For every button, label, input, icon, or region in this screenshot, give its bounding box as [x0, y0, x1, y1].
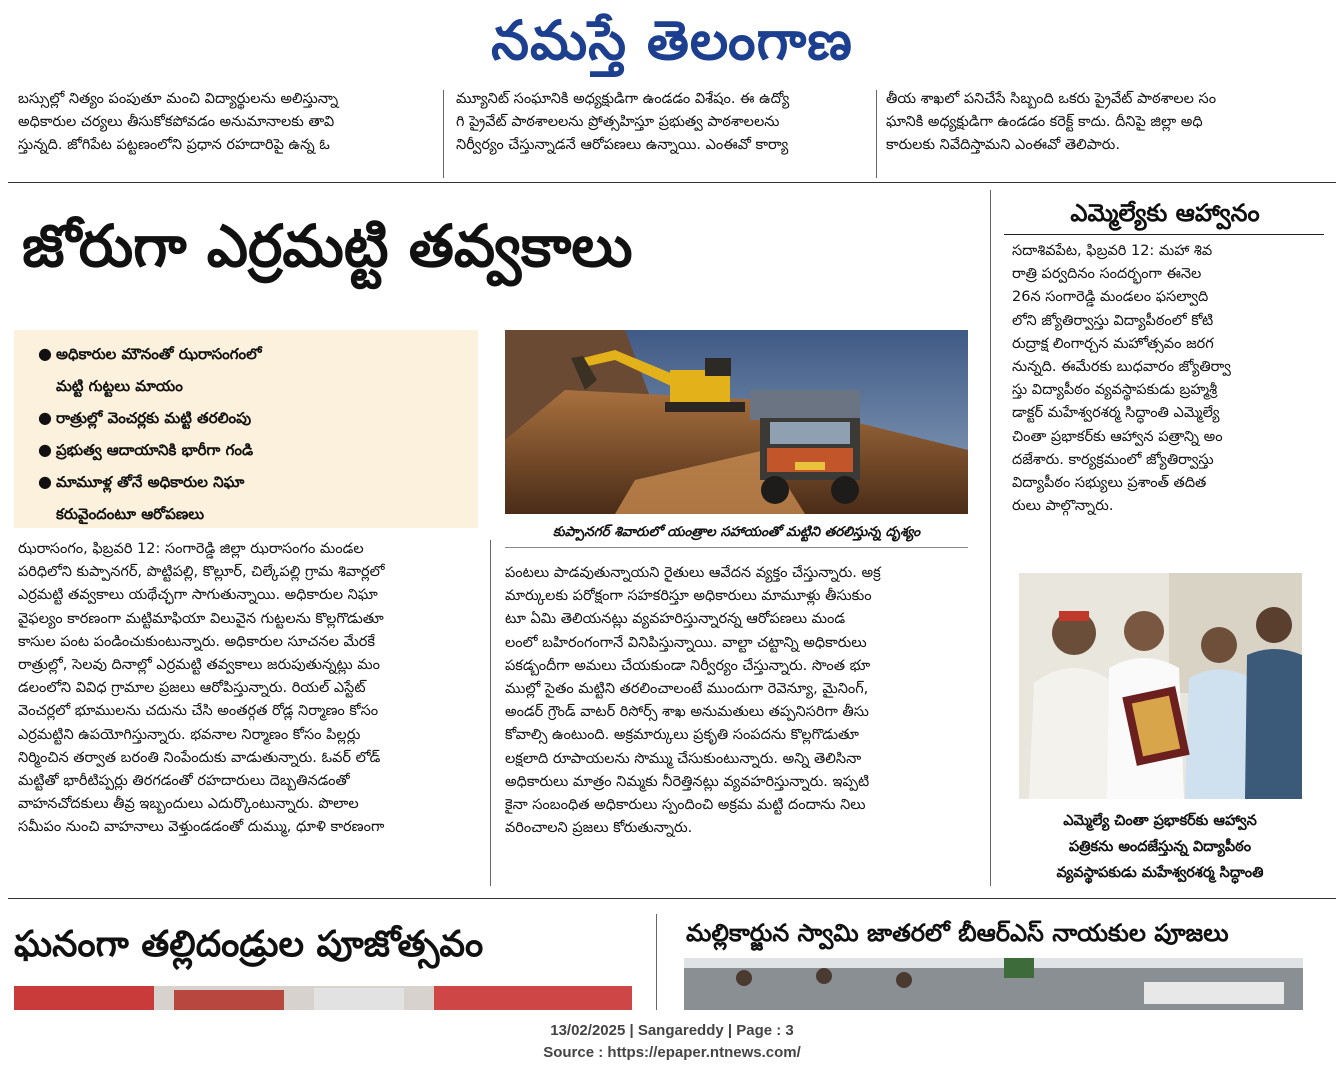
text-line: ఎర్రమట్టి తవ్వకాలు యథేచ్ఛగా సాగుతున్నాయి. అధికారుల నిఘా [18, 587, 378, 604]
bottom-photo-right [684, 958, 1303, 1010]
text-line: ఝరాసంగం, ఫిబ్రవరి 12: సంగారెడ్డి జిల్లా ఝరాసంగం మండల [18, 541, 364, 557]
highlights-box [14, 330, 478, 528]
text-line: టూ ఏమి తెలియనట్లు వ్యవహరిస్తున్నారన్న ఆరోపణలు మండ [505, 611, 846, 628]
text-line: మార్కులకు పరోక్షంగా సహకరిస్తూ అధికారులు మామూళ్లు తీసుకుం [505, 588, 872, 605]
text-line: తీయ శాఖలో పనిచేసే సిబ్బంది ఒకరు ప్రైవేట్ పాఠశాలల సం [886, 91, 1217, 107]
side-headline-rule [1004, 234, 1324, 235]
top-strip-col2 [456, 88, 866, 180]
bullet-icon: ● [38, 344, 52, 363]
page-footer [0, 1020, 1344, 1064]
text-line: సమీపం నుంచి వాహనాలు వెళ్తుండడంతో దుమ్ము, ధూళి కారణంగా [18, 819, 385, 836]
text-line: నిర్మించిన తర్వాత బరంతి నింపేందుకు వాడుతున్నారు. ఓవర్ లోడ్ [18, 749, 381, 766]
column-divider [443, 90, 444, 178]
text-line: లక్షలాది రూపాయలను సొమ్ము చేసుకుంటున్నారు. అన్ని తెలిసినా [505, 750, 862, 767]
text-line: స్తు విద్యాపీఠం వ్యవస్థాపకుడు బ్రహ్మశ్రీ [1012, 382, 1218, 399]
text-line: నిర్వీర్యం చేస్తున్నాడనే ఆరోపణలు ఉన్నాయి. ఎంఈవో కార్యా [456, 137, 789, 154]
masthead-logo: నమస్తే తెలంగాణ [491, 8, 853, 72]
text-line: అండర్ గ్రౌండ్ వాటర్ రిసోర్స్ శాఖ అనుమతులు తప్పనిసరిగా తీసు [505, 704, 869, 721]
bullet-icon: ● [38, 472, 52, 491]
text-line: వాహనచోదకులు తీవ్ర ఇబ్బందులు ఎదుర్కొంటున్నారు. పొలాల [18, 796, 359, 813]
text-line: రులు పాల్గొన్నారు. [1012, 498, 1114, 515]
text-line: ఎర్రమట్టిని ఉపయోగిస్తున్నారు. భవనాల నిర్మాణం కోసం పిల్లర్లు [18, 726, 361, 743]
article-body-left [18, 538, 480, 840]
column-divider [876, 90, 877, 178]
excavation-photo [505, 330, 968, 514]
text-line: దజేశారు. కార్యక్రమంలో జ్యోతిర్వాస్తు [1012, 451, 1214, 468]
photo-caption: కుప్పానగర్ శివారులో యంత్రాల సహాయంతో మట్టిని తరలిస్తున్న దృశ్యం [552, 524, 921, 540]
highlight-item-continued: మట్టి గుట్టలు మాయం [56, 377, 183, 395]
column-divider [490, 540, 491, 886]
caption-line: వ్యవస్థాపకుడు మహేశ్వరశర్మ సిద్ధాంతి [1056, 865, 1264, 881]
highlight-item-continued: కరువైందంటూ ఆరోపణలు [56, 505, 205, 523]
text-line: ముల్లో సైతం మట్టిని తరలించాలంటే ముందుగా రెవెన్యూ, మైనింగ్, [505, 681, 869, 698]
article-body-right [505, 562, 967, 840]
text-line: రుద్రాక్ష లింగార్చన మహోత్సవం జరగ [1012, 335, 1214, 352]
highlight-item: ● రాత్రుల్లో వెంచర్లకు మట్టి తరలింపు [28, 402, 466, 434]
bullet-icon: ● [38, 408, 52, 427]
column-divider [656, 914, 657, 1010]
text-line: రాత్రి పర్వదినం సందర్భంగా ఈనెల [1012, 266, 1202, 283]
bottom-headline-right: మల్లికార్జున స్వామి జాతరలో బీఆర్ఎస్ నాయకుల పూజలు [686, 919, 1229, 947]
text-line: పంటలు పాడవుతున్నాయని రైతులు ఆవేదన వ్యక్తం చేస్తున్నారు. అక్ర [505, 565, 881, 581]
text-line: కారులకు నివేదిస్తామని ఎంఈవో తెలిపారు. [886, 137, 1120, 154]
section-divider [8, 898, 1336, 899]
text-line: కైనా సంబంధిత అధికారులు స్పందించి అక్రమ మట్టి దందాను నిలు [505, 797, 866, 814]
highlight-item: ● అధికారుల మౌనంతో ఝరాసంగంలో [28, 338, 466, 370]
text-line: కోవాల్సి ఉంటుంది. అక్రమార్కులు ప్రకృతి సంపదను కొల్లగొడుతూ [505, 727, 859, 744]
text-line: చింతా ప్రభాకర్‌కు ఆహ్వాన పత్రాన్ని అం [1012, 428, 1223, 445]
text-line: మట్టితో భారీటిప్పర్లు తిరగడంతో రహదారులు దెబ్బతినడంతో [18, 773, 350, 790]
text-line: పరిధిలోని కుప్పానగర్, పొట్టిపల్లి, కొల్లూర్, చిల్కేపల్లి గ్రామ శివార్లలో [18, 564, 385, 581]
top-strip-col1 [18, 88, 432, 180]
text-line: డాక్టర్ మహేశ్వరశర్మ సిద్ధాంతి ఎమ్మెల్యే [1012, 405, 1220, 422]
section-divider [8, 182, 1336, 183]
caption-rule [505, 547, 968, 548]
text-line: 26న సంగారెడ్డి మండలం ఫసల్వాది [1012, 289, 1209, 306]
text-line: బస్సుల్లో నిత్యం పంపుతూ మంచి విద్యార్థులను అలిస్తున్నా [18, 91, 339, 107]
highlight-item: ● మామూళ్ల తోనే అధికారుల నిఘా [28, 466, 466, 498]
text-line: లంలో బహిరంగంగానే వినిపిస్తున్నాయి. వాల్టా చట్టాన్ని అధికారులు [505, 634, 867, 651]
text-line: స్తున్నది. జోగిపేట పట్టణంలోని ప్రధాన రహదారిపై ఉన్న ఓ [18, 137, 330, 154]
invitation-photo [1019, 573, 1302, 799]
text-line: వెంచర్లలో భూములను చదును చేసి అంతర్గత రోడ్ల నిర్మాణం కోసం [18, 703, 379, 720]
side-article-body [1012, 240, 1308, 518]
bottom-photo-left [14, 986, 632, 1010]
text-line: రాత్రుల్లో, సెలవు దినాల్లో ఎర్రమట్టి తవ్వకాలు జరుపుతున్నట్లు మం [18, 657, 380, 674]
text-line: పకడ్బందీగా అమలు చేయకుండా నిర్వీర్యం చేస్తున్నారు. సొంత భూ [505, 657, 871, 674]
text-line: వైఫల్యం కారణంగా మట్టిమాఫియా విలువైన గుట్టలను కొల్లగొడుతూ [18, 610, 384, 627]
text-line: విద్యాపీఠం సభ్యులు ప్రశాంత్ తదిత [1012, 475, 1207, 492]
caption-line: పత్రికను అందజేస్తున్న విద్యాపీఠం [1068, 839, 1252, 855]
side-headline: ఎమ్మెల్యేకు ఆహ్వానం [1070, 199, 1260, 227]
text-line: నున్నది. ఈమేరకు బుధవారం జ్యోతిర్వా [1012, 359, 1231, 376]
text-line: డలంలోని వివిధ గ్రామాల ప్రజలు ఆరోపిస్తున్నారు. రియల్ ఎస్టేట్ [18, 680, 366, 697]
text-line: గి ప్రైవేట్ పాఠశాలలను ప్రోత్సహిస్తూ ప్రభుత్వ పాఠశాలలను [456, 114, 780, 131]
text-line: కాసుల పంట పండించుకుంటున్నారు. అధికారుల సూచనల మేరకే [18, 633, 375, 650]
text-line: సదాశివపేట, ఫిబ్రవరి 12: మహా శివ [1012, 243, 1213, 259]
footer-source-line: Source : https://epaper.ntnews.com/ [543, 1044, 801, 1061]
text-line: వరించాలని ప్రజలు కోరుతున్నారు. [505, 820, 693, 837]
text-line: అధికారుల చర్యలు తీసుకోకపోవడం అనుమానాలకు తావి [18, 114, 335, 131]
column-divider [990, 190, 991, 886]
highlight-item: ● ప్రభుత్వ ఆదాయానికి భారీగా గండి [28, 434, 466, 466]
bullet-icon: ● [38, 440, 52, 459]
top-strip-col3 [886, 88, 1306, 180]
text-line: లోని జ్యోతిర్వాస్తు విద్యాపీఠంలో కోటి [1012, 312, 1214, 329]
text-line: మ్యూనిట్ సంఘానికి అధ్యక్షుడిగా ఉండడం విశేషం. ఈ ఉద్యో [456, 91, 790, 107]
text-line: ఘానికి అధ్యక్షుడిగా ఉండడం కరెక్ట్ కాదు. దీనిపై జిల్లా అధి [886, 114, 1203, 131]
side-photo-caption [1012, 808, 1308, 886]
main-headline: జోరుగా ఎర్రమట్టి తవ్వకాలు [22, 212, 633, 280]
text-line: అధికారులు మాత్రం నిమ్మకు నీరెత్తినట్లు వ్యవహరిస్తున్నారు. ఇప్పటి [505, 773, 870, 790]
bottom-headline-left: ఘనంగా తల్లిదండ్రుల పూజోత్సవం [14, 924, 484, 965]
caption-line: ఎమ్మెల్యే చింతా ప్రభాకర్‌కు ఆహ్వాన [1063, 813, 1257, 829]
footer-date-line: 13/02/2025 | Sangareddy | Page : 3 [550, 1022, 794, 1039]
